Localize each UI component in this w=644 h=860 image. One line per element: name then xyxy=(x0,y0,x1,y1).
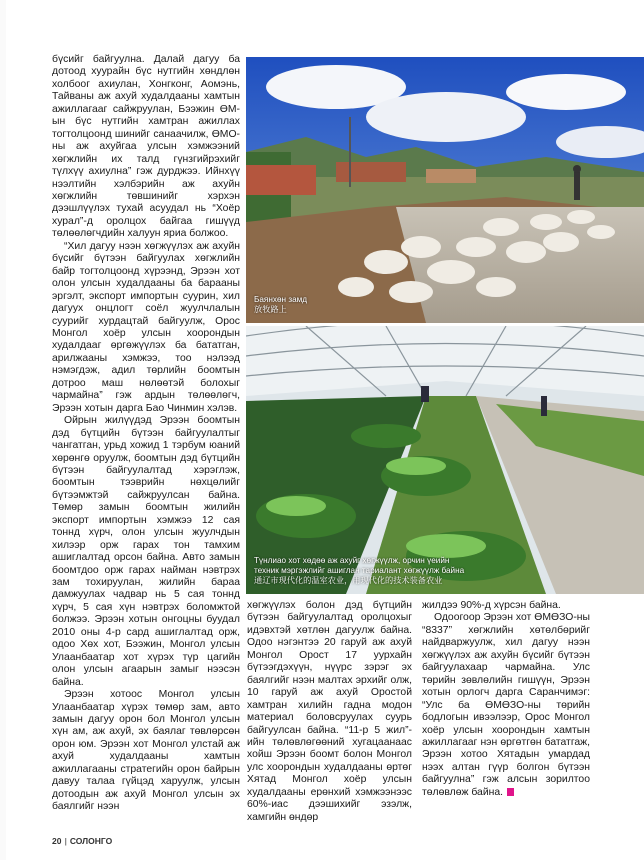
paragraph: хөгжүүлэх болон дэд бүтцийн бүтээн байгуулалтад оролцохыг идэвхтэй хөтлөн дагуулж байна. Одоо нэгэнтээ 20 гаруй аж ахуй Монгол Орост 17 уурхайн бүтээгдэхүүн, нүүрс зэрэг эх баялгийг нээн малтах эрхийг олж, 10 гаруй аж ахуй Оростой хамтран хилийн гадна модон материал боловсруулах суурь байгуулсан байна. “11-р 5 жил”-ийн төлөвлөгөөний хугацаанаас хойш Эрээн боомт болон Монгол улс хоорондын худалдааны өртөг Хятад Монгол хоёр улсын худалдааны ерөнхий хэмжээнээс 60%-иас дээшихийг эзэлж, хамгийн өндөр xyxy=(247,600,412,823)
paragraph: жилдээ 90%-д хүрсэн байна. xyxy=(422,600,561,611)
text-column-1 xyxy=(52,54,240,814)
photo-caption: Түнлиао хот хөдөө аж ахуйг хөгжүүлж, орчин үеийн техник мэргэжлийг ашиглан тариалант хөгжүүлж байна 通辽市现代化的温室农业，用现代化的技术装备农业 xyxy=(254,556,465,585)
page-number: 20 xyxy=(52,836,62,846)
magazine-name: СОЛОНГО xyxy=(69,836,113,846)
goat-herd-photo xyxy=(246,57,644,323)
greenhouse-photo xyxy=(246,326,644,594)
text-column-3 xyxy=(422,600,590,799)
photo-caption: Баянхөн замд 放牧路上 xyxy=(254,295,308,314)
greenhouse-illustration xyxy=(246,326,644,594)
paragraph: Одоогоор Эрээн хот ӨМӨЗО-ны “8337” хөгжлийн хөтөлбөрийг найдваржуулж, хил дагуу нээн хөгжүүлэх аж ахуйн бүсийг бүтээн байгуулахаар чармайна. Улс төрийн зөвлөлийн гишүүн, Эрээн хотын орлогч дарга Саранчимэг: “Улс ба ӨМӨЗО-ны төрийн бодлогын ивээлээр, Орос Монгол хоёр улсын хоорондын хамтын ажиллагааг нэн өргөтгөн бататгаж, Эрээн хотоо Хятадын умардад нээх алтан гүүр болгон бүтээн байгуулна” гэж алсын зорилтоо төлөвлөж байна. xyxy=(422,612,590,798)
goat-herd-illustration xyxy=(246,57,644,323)
paragraph: бүсийг байгуулна. Далай дагуу ба дотоод хуурайн бүс нутгийн хөндлөн холбоог ахиулан, Хонгконг, Аомэнь, Тайваны аж ахуй худалдааны хамтын ажиллагааг сайжруулан, Бээжин ӨМ-ын бүс нутгийн хамтран ажиллах тогтолцоонд шинийг санаачилж, ӨМО-ны аж ахуйгаа улсын хэмжээний хөгжлийн их талд гүнзгийрэхийг түлхүү ахиулна” гэж дурджээ. Ийнхүү нээлтийн хэлбэрийн аж ахуйн хөгжлийн төвшинийг хэрхэн дээшлүүлэх тухай асуудал нь “Хоёр хурал”-д оролцох байгаа гишүүд төлөөлөгчдийн халуун яриа болжоо. xyxy=(52,54,240,240)
page-edge xyxy=(0,0,6,860)
text-column-2 xyxy=(247,600,412,824)
paragraph: “Хил дагуу нээн хөгжүүлэх аж ахуйн бүсийг бүтээн байгуулах хөгжлийн байр тогтолцоонд хүрээнд, Эрээн хот олон улсын худалдааны ба барааны эргэлт, экспорт импортын суурин, хил дагуух онцлогт соёл жуулчлалын суурийг хурдацтай байгуулж, Орос Монгол хоёр улсын хоорондын худалдааг өргөжүүлэх ба бататган, арилжааны хэмжээ, тоо нэлээд нэмэгдэж, адил төрлийн боомтын дотроо маш нөлөөтэй болохыг чармайна” гэж ардын төлөөлөгч, Эрээн хотын дарга Бао Чинмин хэлэв. xyxy=(52,240,240,414)
paragraph: Ойрын жилүүдэд Эрээн боомтын дэд бүтцийн бүтээн байгуулалтыг чангатган, урьд хожид 1 тэрбум юаний хөрөнгө оруулж, боомтын дэд бүтцийн бүтээн байгуулалтад хэрэглэж, боомтын тээврийн нөхцөлийг бүтээмжтэй сайжруулсан байна. Төмөр замын боомтын жилийн экспорт импортын хэмжээ 12 сая тоннд хүрч, олон улсын жуулчдын хилээр орж гарах тон тамхим ашиглалтад орсон байна. Авто замын боомтдоо орж гарах найман нэвтрэх зам тохируулан, жилийн бараа дамжуулах чадвар нь 5 сая тоннд хүрч, 5 сая хүн нэвтрэх боломжтой болжээ. Эрээн хотын онгоцны буудал 2010 оны 4-р сард ашиглалтад орж, одоо Хөх хот, Бээжин, Монгол улсын Улаанбаатар хот хүрэх түр цагийн олон улсын агаарын замыг нээсэн байна. xyxy=(52,415,240,688)
paragraph: Эрээн хотоос Монгол улсын Улаанбаатар хүрэх төмөр зам, авто замын дагуу орон бол Монгол улсын хүн ам, аж ахуй, эх баялаг төвлөрсөн орон юм. Эрээн хот Монгол улстай аж ахуй худалдааны хамтын ажиллагааны стратегийн орон байрын давуу талаа гүйцэд харуулж, улсын дотоодын аж ахуй Монгол улсын эх баялгийг нээн xyxy=(52,689,240,813)
end-of-article-icon xyxy=(507,788,514,796)
page-footer: 20 | СОЛОНГО xyxy=(52,836,113,846)
